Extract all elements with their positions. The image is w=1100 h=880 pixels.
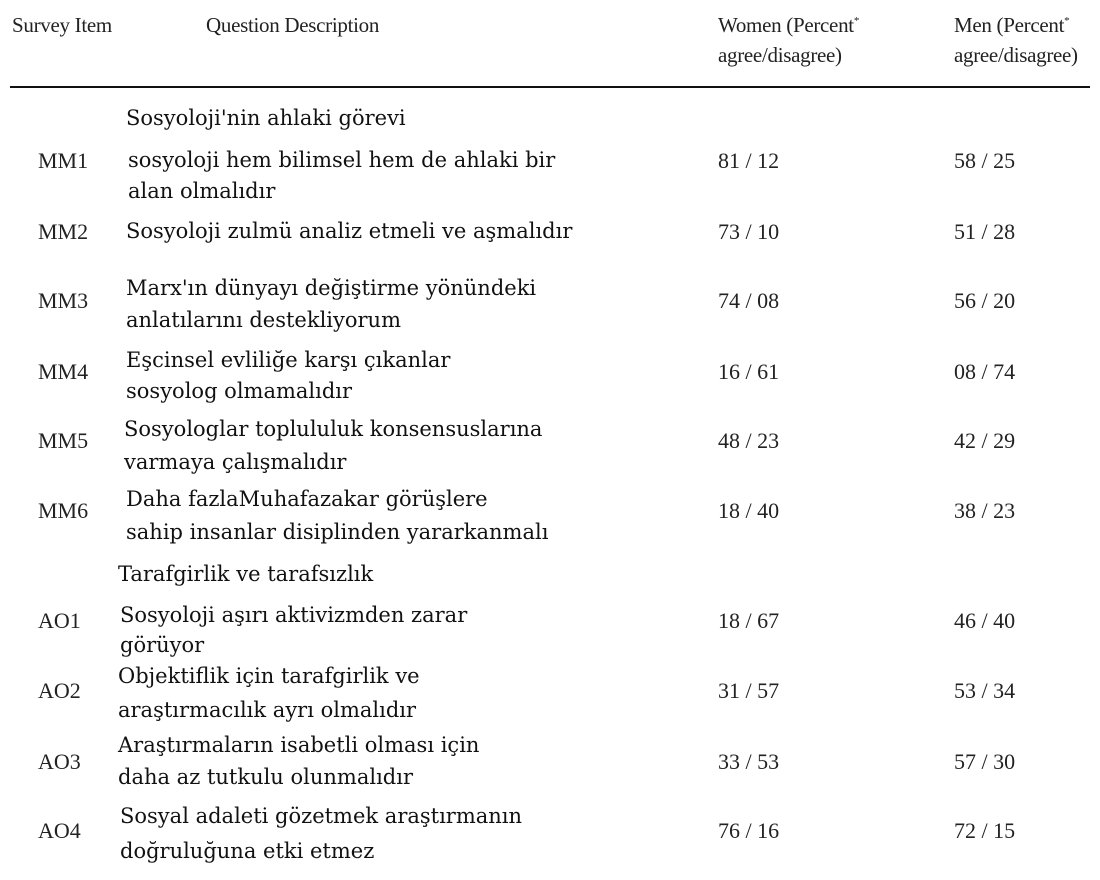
row-code: MM5 [38, 428, 89, 453]
row-desc-line1: Araştırmaların isabetli olması için [118, 733, 480, 757]
row-desc-line1: Sosyoloji aşırı aktivizmden zarar [120, 603, 468, 627]
row-men-value: 51 / 28 [954, 219, 1016, 244]
row-desc-line2: varmaya çalışmalıdır [124, 450, 347, 474]
row-code: AO1 [38, 608, 81, 633]
row-women-value: 73 / 10 [718, 219, 780, 244]
row-women-value: 31 / 57 [718, 678, 780, 703]
row-men-value: 58 / 25 [954, 148, 1016, 173]
row-men-value: 56 / 20 [954, 288, 1016, 313]
row-desc-line2: sosyolog olmamalıdır [126, 379, 353, 403]
header-question-description: Question Description [206, 13, 380, 37]
row-desc-line1: Eşcinsel evliliğe karşı çıkanlar [126, 348, 451, 372]
row-desc-line2: araştırmacılık ayrı olmalıdır [118, 698, 417, 722]
row-desc-line2: görüyor [120, 633, 205, 657]
row-women-value: 81 / 12 [718, 148, 780, 173]
row-desc-line1: Marx'ın dünyayı değiştirme yönündeki [126, 276, 537, 300]
row-men-value: 08 / 74 [954, 359, 1016, 384]
row-women-value: 18 / 40 [718, 498, 780, 523]
row-men-value: 53 / 34 [954, 678, 1016, 703]
section-title-advocacy-objectivity: Tarafgirlik ve tarafsızlık [118, 562, 374, 586]
header-men-line1: Men (Percent [954, 13, 1065, 37]
header-men [954, 10, 1069, 40]
row-desc-line2: daha az tutkulu olunmalıdır [118, 765, 413, 789]
header-women-line2: agree/disagree) [718, 43, 842, 67]
row-women-value: 18 / 67 [718, 608, 780, 633]
row-code: AO3 [38, 749, 81, 774]
row-men-value: 57 / 30 [954, 749, 1016, 774]
row-women-value: 74 / 08 [718, 288, 780, 313]
row-desc-line2: anlatılarını destekliyorum [126, 308, 401, 332]
row-men-value: 42 / 29 [954, 428, 1016, 453]
row-desc-line2: sahip insanlar disiplinden yararkanmalı [126, 520, 549, 544]
row-men-value: 38 / 23 [954, 498, 1016, 523]
row-desc-line2: doğruluğuna etki etmez [120, 839, 375, 863]
row-desc-line2: alan olmalıdır [128, 179, 276, 203]
row-desc-line1: Sosyologlar toplululuk konsensuslarına [124, 417, 543, 441]
section-title-moral-mission: Sosyoloji'nin ahlaki görevi [126, 106, 406, 130]
row-women-value: 48 / 23 [718, 428, 780, 453]
row-code: MM2 [38, 219, 89, 244]
header-rule [10, 86, 1090, 88]
row-code: AO2 [38, 678, 81, 703]
header-survey-item: Survey Item [12, 13, 112, 37]
row-code: MM6 [38, 498, 89, 523]
row-women-value: 76 / 16 [718, 818, 780, 843]
row-desc-line1: sosyoloji hem bilimsel hem de ahlaki bir [128, 148, 556, 172]
row-code: MM4 [38, 359, 89, 384]
header-women-line1: Women (Percent [718, 13, 854, 37]
row-desc-line1: Objektiflik için tarafgirlik ve [118, 664, 420, 688]
row-desc-line1: Daha fazlaMuhafazakar görüşlere [126, 487, 488, 511]
header-men-line2: agree/disagree) [954, 43, 1078, 67]
row-code: AO4 [38, 818, 81, 843]
row-men-value: 72 / 15 [954, 818, 1016, 843]
row-desc-line1: Sosyal adaleti gözetmek araştırmanın [120, 804, 523, 828]
row-men-value: 46 / 40 [954, 608, 1016, 633]
footnote-mark: * [1064, 15, 1070, 27]
row-women-value: 16 / 61 [718, 359, 780, 384]
row-desc-line1: Sosyoloji zulmü analiz etmeli ve aşmalıdır [126, 219, 573, 243]
row-women-value: 33 / 53 [718, 749, 780, 774]
footnote-mark: * [853, 15, 860, 27]
row-code: MM3 [38, 288, 89, 313]
row-code: MM1 [38, 148, 89, 173]
header-women [718, 10, 859, 40]
